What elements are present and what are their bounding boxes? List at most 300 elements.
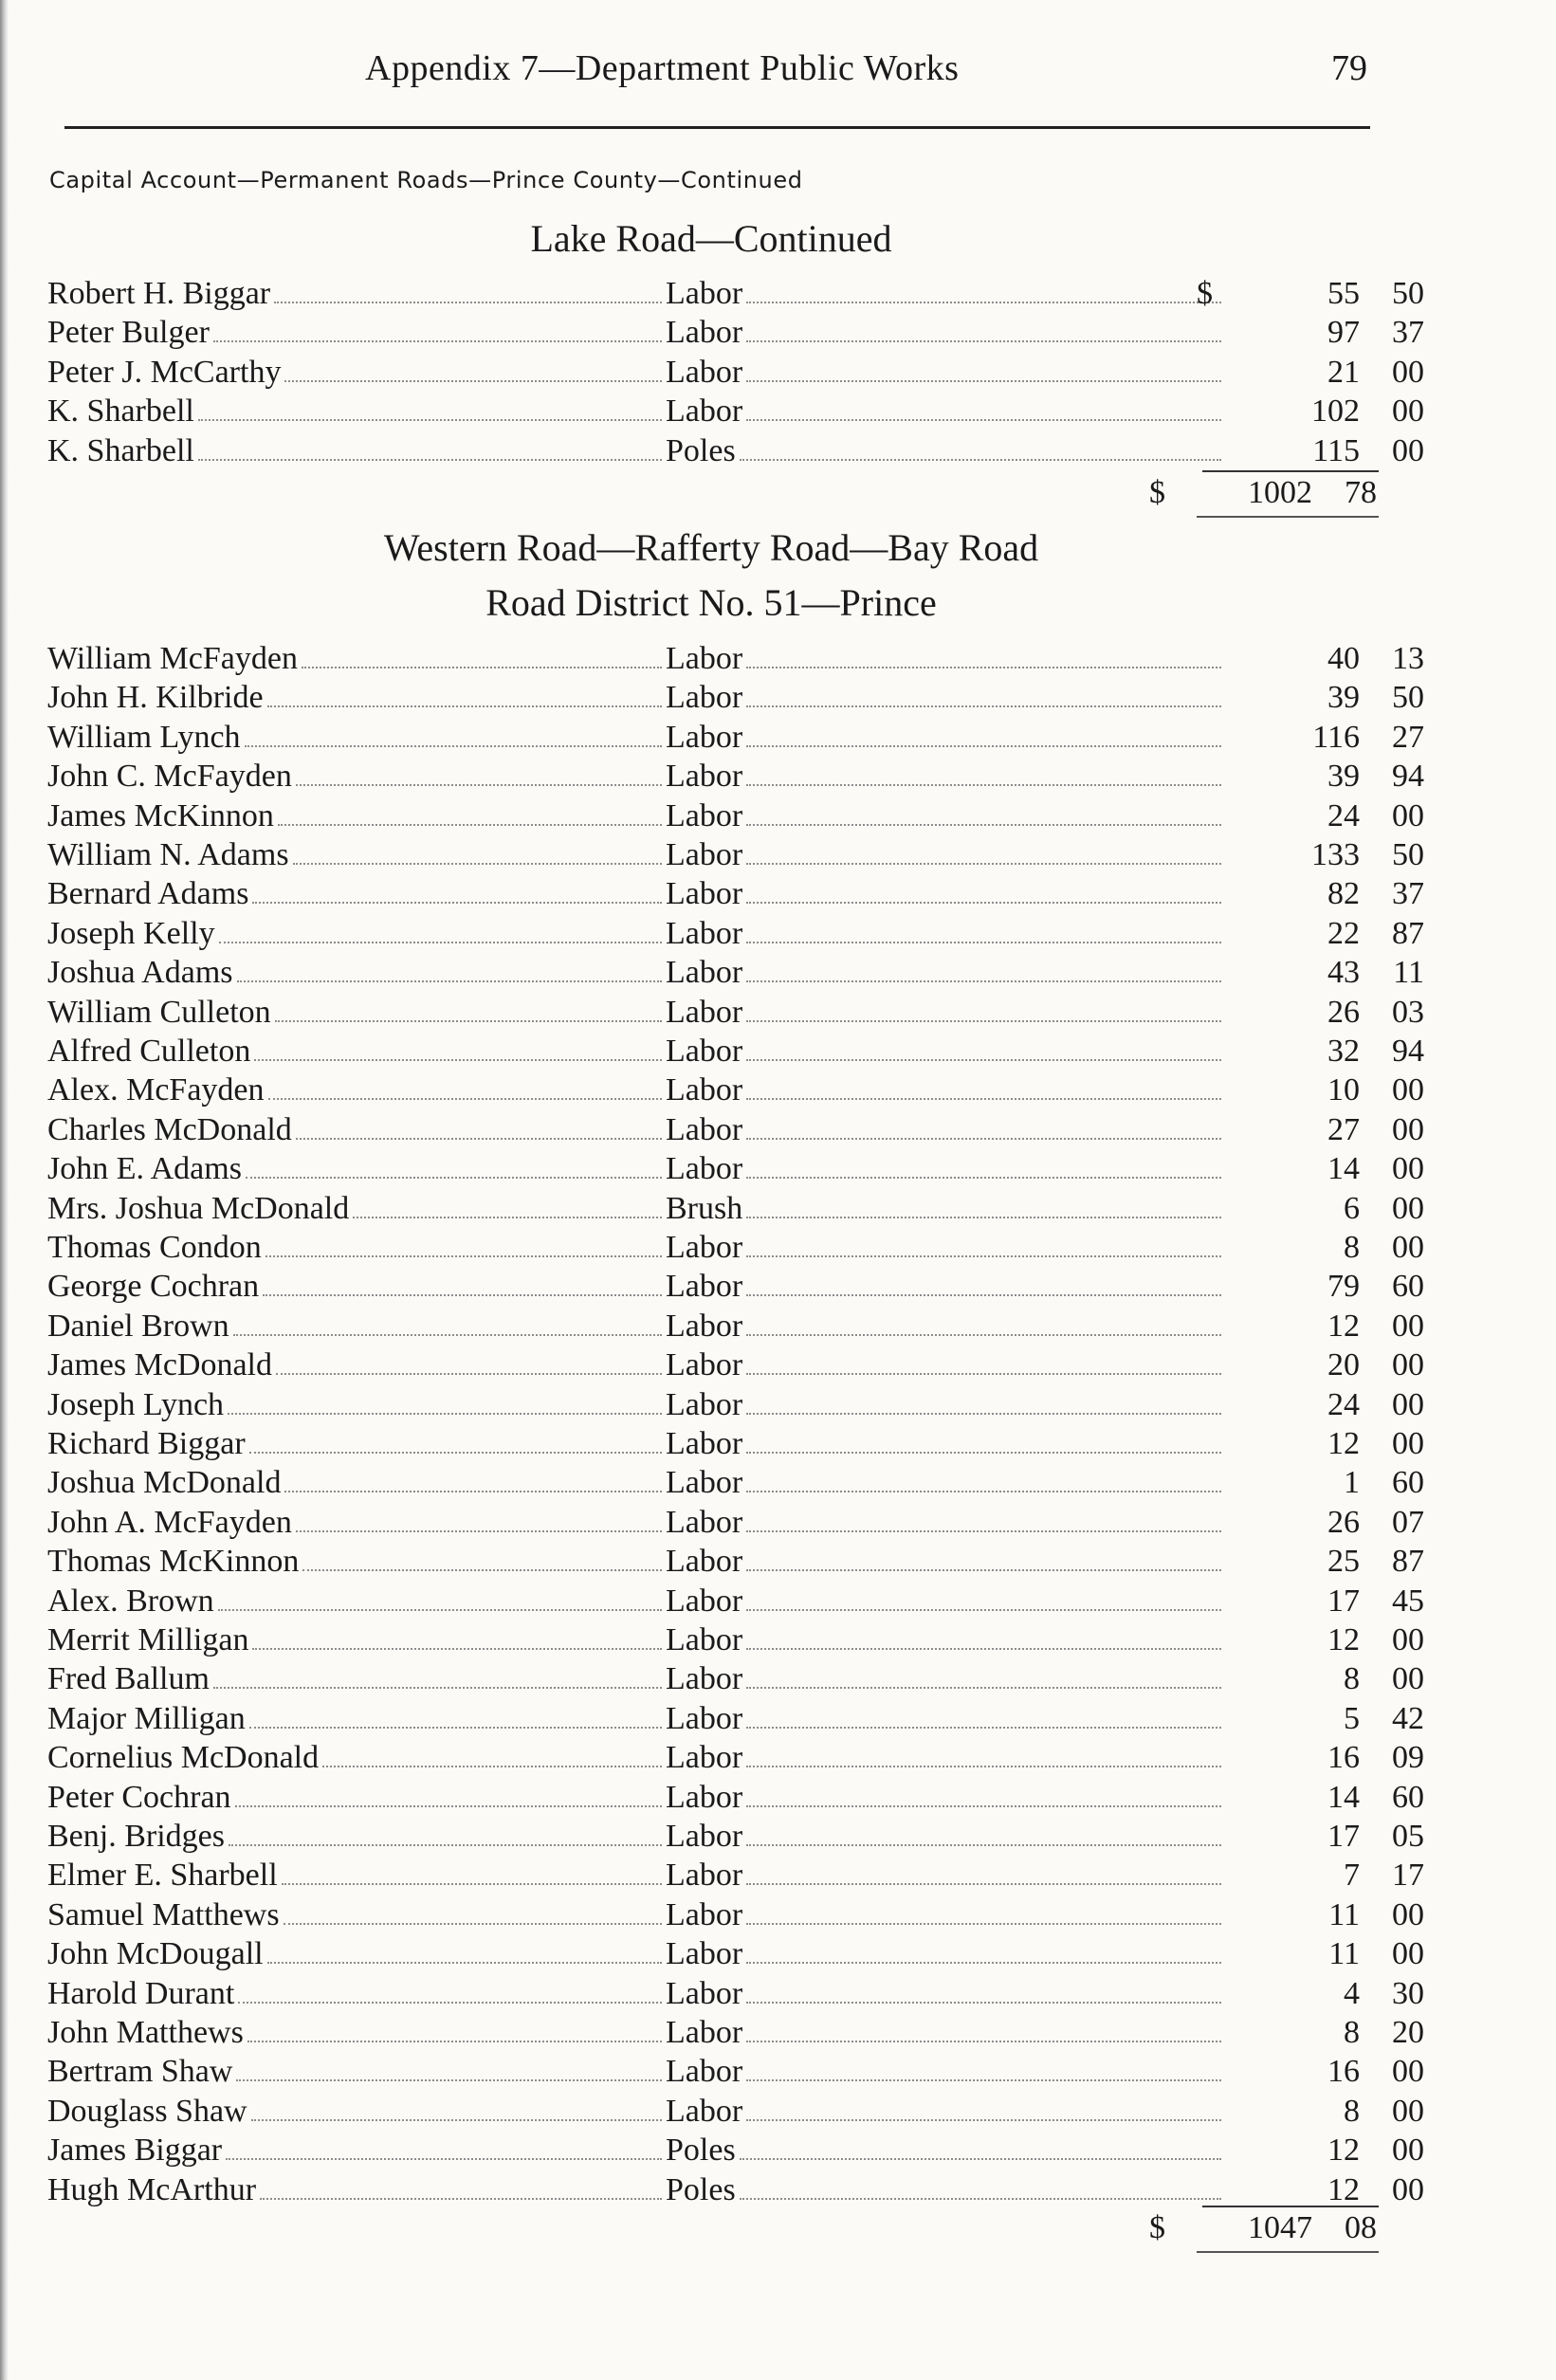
payee-cell — [47, 2093, 666, 2131]
amount-cell — [1223, 1464, 1424, 1502]
item-cell — [666, 1464, 1225, 1502]
dot-leader — [746, 419, 1221, 421]
item-cell — [666, 2014, 1225, 2052]
ledger-row — [47, 640, 1424, 678]
payee-cell — [47, 797, 666, 835]
payee-cell — [47, 994, 666, 1032]
dot-leader — [746, 1727, 1221, 1729]
dot-leader — [740, 2198, 1221, 2200]
item-type: Labor — [666, 955, 743, 991]
item-cell — [666, 2093, 1225, 2131]
ledger-row — [47, 1425, 1424, 1463]
item-cell — [666, 275, 1225, 313]
ledger-row — [47, 758, 1424, 796]
amount-dollars: 82 — [1327, 876, 1360, 912]
ledger-row — [47, 314, 1424, 352]
dot-leader — [235, 1805, 662, 1807]
ledger-row — [47, 679, 1424, 717]
amount-dollars: 16 — [1327, 2054, 1360, 2090]
dot-leader — [746, 2002, 1221, 2004]
amount-dollars: 12 — [1327, 1622, 1360, 1657]
ledger-row — [47, 1308, 1424, 1346]
ledger-row — [47, 1346, 1424, 1384]
item-type: Poles — [666, 2171, 736, 2207]
dot-leader — [746, 1687, 1221, 1689]
item-cell — [666, 954, 1225, 992]
total-currency-sign: $ — [1149, 2210, 1165, 2245]
amount-cents: 03 — [1392, 994, 1424, 1030]
section-title: Western Road—Rafferty Road—Bay Road — [383, 526, 1039, 569]
payee-cell — [47, 2171, 666, 2209]
payee-cell — [47, 1150, 666, 1188]
payee-cell — [47, 1308, 666, 1346]
item-cell — [666, 836, 1225, 874]
payee-name: Daniel Brown — [47, 1308, 229, 1344]
amount-cents: 00 — [1392, 1151, 1424, 1187]
amount-dollars: 26 — [1327, 994, 1360, 1030]
dot-leader — [278, 824, 662, 826]
amount-cell — [1223, 1857, 1424, 1895]
item-cell — [666, 1346, 1225, 1384]
amount-cents: 00 — [1392, 354, 1424, 390]
amount-cell — [1223, 1818, 1424, 1856]
item-type: Labor — [666, 1151, 743, 1187]
item-type: Labor — [666, 1819, 743, 1854]
payee-cell — [47, 1857, 666, 1895]
dot-leader — [267, 705, 662, 707]
ledger-row — [47, 915, 1424, 953]
payee-cell — [47, 1464, 666, 1502]
item-type: Labor — [666, 394, 743, 430]
amount-dollars: 27 — [1327, 1111, 1360, 1147]
amount-cell — [1223, 758, 1424, 796]
ledger-row — [47, 1150, 1424, 1188]
ledger-row — [47, 1583, 1424, 1620]
payee-name: Elmer E. Sharbell — [47, 1858, 278, 1894]
amount-cents: 60 — [1392, 1465, 1424, 1501]
item-cell — [666, 1190, 1225, 1228]
header-rule — [64, 126, 1370, 129]
amount-cell — [1223, 1346, 1424, 1384]
item-cell — [666, 915, 1225, 953]
amount-cents: 00 — [1392, 1230, 1424, 1265]
dot-leader — [746, 2079, 1221, 2081]
dot-leader — [746, 1098, 1221, 1100]
ledger-row — [47, 1857, 1424, 1895]
payee-cell — [47, 1071, 666, 1109]
currency-sign: $ — [1197, 276, 1213, 311]
ledger-row — [47, 2171, 1424, 2209]
item-cell — [666, 797, 1225, 835]
amount-cents: 37 — [1392, 876, 1424, 912]
dot-leader — [293, 863, 662, 865]
dot-leader — [353, 1217, 662, 1218]
ledger-row — [47, 1621, 1424, 1659]
amount-cell — [1223, 2093, 1424, 2131]
total-dollars: 1002 — [1248, 475, 1312, 510]
amount-cents: 50 — [1392, 837, 1424, 872]
amount-cell — [1223, 915, 1424, 953]
amount-dollars: 79 — [1327, 1269, 1360, 1305]
amount-cell — [1223, 994, 1424, 1032]
amount-cell — [1223, 275, 1424, 313]
amount-cents: 30 — [1392, 1975, 1424, 2011]
running-head: Appendix 7—Department Public Works — [365, 48, 960, 88]
payee-name: John H. Kilbride — [47, 680, 264, 716]
ledger-row — [47, 275, 1424, 313]
amount-dollars: 6 — [1344, 1190, 1360, 1226]
dot-leader — [746, 1923, 1221, 1925]
item-type: Labor — [666, 1034, 743, 1069]
amount-cell — [1223, 1660, 1424, 1698]
payee-cell — [47, 2014, 666, 2052]
payee-name: John Matthews — [47, 2015, 244, 2050]
payee-cell — [47, 1583, 666, 1620]
dot-leader — [233, 1334, 662, 1336]
amount-dollars: 55 — [1327, 276, 1360, 311]
amount-cents: 60 — [1392, 1269, 1424, 1305]
payee-name: Alfred Culleton — [47, 1034, 251, 1069]
item-type: Labor — [666, 1426, 743, 1461]
amount-cents: 50 — [1392, 276, 1424, 311]
dot-leader — [746, 302, 1221, 303]
amount-cents: 00 — [1392, 1661, 1424, 1697]
payee-name: Alex. Brown — [47, 1583, 214, 1619]
amount-dollars: 8 — [1344, 1230, 1360, 1265]
amount-cell — [1223, 1975, 1424, 2013]
item-type: Labor — [666, 719, 743, 755]
dot-leader — [252, 1648, 662, 1650]
payee-cell — [47, 2132, 666, 2169]
payee-name: James McDonald — [47, 1347, 273, 1383]
amount-cell — [1223, 836, 1424, 874]
item-type: Labor — [666, 1622, 743, 1657]
ledger-row — [47, 1111, 1424, 1149]
dot-leader — [746, 1962, 1221, 1964]
ledger-row — [47, 432, 1424, 470]
amount-cents: 09 — [1392, 1740, 1424, 1776]
dot-leader — [284, 380, 662, 382]
dot-leader — [284, 1923, 662, 1925]
account-line: Capital Account—Permanent Roads—Prince County—Continued — [49, 167, 803, 193]
dot-leader — [746, 1569, 1221, 1571]
payee-cell — [47, 1818, 666, 1856]
amount-cents: 00 — [1392, 2054, 1424, 2090]
dot-leader — [237, 980, 663, 982]
item-type: Labor — [666, 1661, 743, 1697]
ledger-row — [47, 994, 1424, 1032]
amount-dollars: 21 — [1327, 354, 1360, 390]
item-type: Labor — [666, 1936, 743, 1972]
amount-dollars: 24 — [1327, 1386, 1360, 1422]
amount-dollars: 39 — [1327, 680, 1360, 716]
amount-cents: 00 — [1392, 1308, 1424, 1344]
dot-leader — [740, 2158, 1221, 2160]
ledger-row — [47, 719, 1424, 757]
amount-cents: 87 — [1392, 1544, 1424, 1580]
payee-name: Fred Ballum — [47, 1661, 210, 1697]
ledger-row — [47, 1190, 1424, 1228]
payee-cell — [47, 1700, 666, 1738]
total-currency-sign: $ — [1149, 475, 1165, 510]
payee-name: Peter Bulger — [47, 315, 210, 351]
ledger-row — [47, 1935, 1424, 1973]
amount-cell — [1223, 1033, 1424, 1071]
amount-cents: 00 — [1392, 394, 1424, 430]
payee-cell — [47, 1504, 666, 1542]
dot-leader — [254, 1059, 662, 1061]
dot-leader — [746, 1138, 1221, 1140]
item-cell — [666, 1818, 1225, 1856]
item-cell — [666, 1975, 1225, 2013]
payee-name: Peter J. McCarthy — [47, 354, 282, 390]
dot-leader — [746, 1413, 1221, 1415]
item-cell — [666, 1700, 1225, 1738]
amount-cell — [1223, 640, 1424, 678]
amount-dollars: 97 — [1327, 315, 1360, 351]
payee-cell — [47, 1896, 666, 1934]
ledger-row — [47, 2093, 1424, 2131]
amount-cell — [1223, 875, 1424, 913]
amount-cell — [1223, 1896, 1424, 1934]
payee-name: William N. Adams — [47, 837, 289, 872]
section-title: Lake Road—Continued — [530, 217, 892, 260]
total-rule — [1202, 470, 1379, 472]
item-type: Labor — [666, 1465, 743, 1501]
amount-cents: 00 — [1392, 1111, 1424, 1147]
dot-leader — [746, 1844, 1221, 1846]
amount-dollars: 10 — [1327, 1072, 1360, 1108]
amount-cents: 60 — [1392, 1779, 1424, 1815]
item-cell — [666, 2132, 1225, 2169]
amount-dollars: 116 — [1312, 719, 1360, 755]
item-type: Poles — [666, 432, 736, 468]
total-cents: 78 — [1345, 475, 1377, 510]
payee-cell — [47, 314, 666, 352]
item-type: Labor — [666, 876, 743, 912]
total-underline — [1197, 2251, 1379, 2253]
item-cell — [666, 1150, 1225, 1188]
dot-leader — [252, 902, 662, 904]
item-cell — [666, 875, 1225, 913]
amount-dollars: 16 — [1327, 1740, 1360, 1776]
amount-dollars: 12 — [1327, 2171, 1360, 2207]
item-type: Labor — [666, 680, 743, 716]
dot-leader — [746, 1217, 1221, 1218]
amount-cell — [1223, 1425, 1424, 1463]
item-cell — [666, 1229, 1225, 1267]
payee-name: Hugh McArthur — [47, 2171, 257, 2207]
amount-cents: 05 — [1392, 1819, 1424, 1854]
total-cents: 08 — [1345, 2210, 1377, 2245]
dot-leader — [226, 2158, 662, 2160]
dot-leader — [302, 667, 662, 668]
payee-cell — [47, 679, 666, 717]
ledger-row — [47, 2132, 1424, 2169]
item-type: Labor — [666, 1896, 743, 1932]
dot-leader — [746, 1805, 1221, 1807]
payee-cell — [47, 393, 666, 430]
payee-cell — [47, 1033, 666, 1071]
item-cell — [666, 393, 1225, 430]
item-cell — [666, 1935, 1225, 1973]
payee-name: Robert H. Biggar — [47, 276, 271, 311]
dot-leader — [746, 863, 1221, 865]
ledger-row — [47, 2053, 1424, 2091]
item-type: Labor — [666, 797, 743, 833]
item-cell — [666, 1268, 1225, 1306]
payee-cell — [47, 275, 666, 313]
amount-dollars: 12 — [1327, 1426, 1360, 1461]
dot-leader — [746, 980, 1221, 982]
payee-name: Charles McDonald — [47, 1111, 292, 1147]
dot-leader — [229, 1844, 662, 1846]
item-cell — [666, 1425, 1225, 1463]
amount-cents: 00 — [1392, 1896, 1424, 1932]
payee-name: Alex. McFayden — [47, 1072, 265, 1108]
payee-cell — [47, 1935, 666, 1973]
item-type: Labor — [666, 1858, 743, 1894]
payee-cell — [47, 758, 666, 796]
ledger-row — [47, 354, 1424, 392]
dot-leader — [246, 1177, 662, 1179]
amount-dollars: 5 — [1344, 1700, 1360, 1736]
item-cell — [666, 1033, 1225, 1071]
amount-cell — [1223, 1190, 1424, 1228]
dot-leader — [238, 2002, 662, 2004]
amount-cents: 45 — [1392, 1583, 1424, 1619]
payee-name: Harold Durant — [47, 1975, 235, 2011]
amount-cents: 13 — [1392, 641, 1424, 676]
item-cell — [666, 1660, 1225, 1698]
item-cell — [666, 1111, 1225, 1149]
payee-cell — [47, 954, 666, 992]
amount-cents: 00 — [1392, 2133, 1424, 2169]
item-type: Labor — [666, 1230, 743, 1265]
payee-name: Mrs. Joshua McDonald — [47, 1190, 350, 1226]
item-type: Labor — [666, 994, 743, 1030]
dot-leader — [247, 2041, 662, 2042]
dot-leader — [746, 1294, 1221, 1296]
payee-name: Bertram Shaw — [47, 2054, 233, 2090]
dot-leader — [218, 1609, 662, 1611]
payee-cell — [47, 354, 666, 392]
amount-dollars: 32 — [1327, 1034, 1360, 1069]
item-cell — [666, 719, 1225, 757]
payee-cell — [47, 1229, 666, 1267]
item-type: Labor — [666, 1111, 743, 1147]
item-cell — [666, 432, 1225, 470]
total-underline — [1197, 516, 1379, 518]
ledger-row — [47, 836, 1424, 874]
dot-leader — [213, 340, 662, 342]
amount-cents: 87 — [1392, 915, 1424, 951]
dot-leader — [746, 340, 1221, 342]
amount-dollars: 12 — [1327, 1308, 1360, 1344]
item-cell — [666, 2053, 1225, 2091]
ledger-row — [47, 875, 1424, 913]
amount-cents: 17 — [1392, 1858, 1424, 1894]
total-rule — [1202, 2206, 1379, 2207]
item-cell — [666, 994, 1225, 1032]
dot-leader — [275, 1020, 662, 1022]
item-cell — [666, 354, 1225, 392]
dot-leader — [746, 1491, 1221, 1492]
amount-cell — [1223, 432, 1424, 470]
dot-leader — [198, 419, 662, 421]
amount-dollars: 17 — [1327, 1583, 1360, 1619]
amount-cell — [1223, 954, 1424, 992]
item-type: Labor — [666, 2015, 743, 2050]
item-type: Labor — [666, 276, 743, 311]
dot-leader — [746, 1648, 1221, 1650]
ledger-row — [47, 1033, 1424, 1071]
payee-name: Douglass Shaw — [47, 2093, 247, 2129]
dot-leader — [268, 1098, 662, 1100]
section-title: Road District No. 51—Prince — [485, 581, 937, 624]
dot-leader — [219, 942, 662, 943]
amount-cents: 00 — [1392, 1386, 1424, 1422]
payee-cell — [47, 1975, 666, 2013]
amount-cell — [1223, 719, 1424, 757]
dot-leader — [746, 824, 1221, 826]
amount-cents: 42 — [1392, 1700, 1424, 1736]
dot-leader — [746, 1373, 1221, 1375]
payee-cell — [47, 432, 666, 470]
item-cell — [666, 1543, 1225, 1581]
dot-leader — [746, 1609, 1221, 1611]
item-type: Labor — [666, 1386, 743, 1422]
dot-leader — [249, 1727, 662, 1729]
payee-name: Thomas McKinnon — [47, 1544, 300, 1580]
dot-leader — [746, 745, 1221, 747]
ledger-row — [47, 1386, 1424, 1424]
ledger-row — [47, 393, 1424, 430]
amount-cell — [1223, 1150, 1424, 1188]
dot-leader — [296, 1138, 662, 1140]
amount-cell — [1223, 2171, 1424, 2209]
payee-cell — [47, 1190, 666, 1228]
dot-leader — [245, 745, 662, 747]
payee-name: William Lynch — [47, 719, 241, 755]
item-cell — [666, 1071, 1225, 1109]
payee-name: Joshua Adams — [47, 955, 233, 991]
amount-cell — [1223, 1071, 1424, 1109]
amount-cell — [1223, 1268, 1424, 1306]
ledger-row — [47, 1543, 1424, 1581]
amount-dollars: 12 — [1327, 2133, 1360, 2169]
dot-leader — [228, 1413, 662, 1415]
amount-dollars: 8 — [1344, 1661, 1360, 1697]
payee-cell — [47, 1425, 666, 1463]
dot-leader — [746, 2041, 1221, 2042]
payee-cell — [47, 1739, 666, 1777]
item-type: Labor — [666, 641, 743, 676]
dot-leader — [282, 1883, 662, 1885]
amount-dollars: 22 — [1327, 915, 1360, 951]
dot-leader — [746, 902, 1221, 904]
payee-name: Richard Biggar — [47, 1426, 246, 1461]
item-type: Labor — [666, 1700, 743, 1736]
amount-dollars: 43 — [1327, 955, 1360, 991]
amount-cents: 37 — [1392, 315, 1424, 351]
ledger-row — [47, 1268, 1424, 1306]
amount-cell — [1223, 1229, 1424, 1267]
item-type: Labor — [666, 837, 743, 872]
dot-leader — [746, 1059, 1221, 1061]
amount-cents: 00 — [1392, 2171, 1424, 2207]
payee-name: John C. McFayden — [47, 759, 292, 795]
